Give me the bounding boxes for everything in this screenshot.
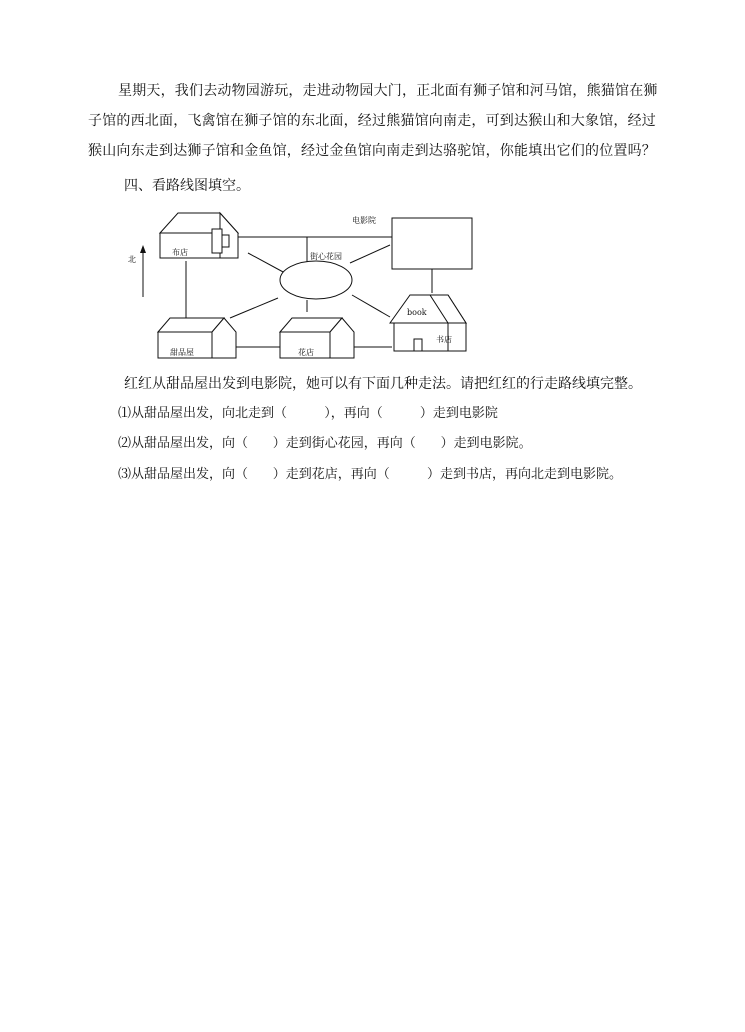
question-3: ⑶从甜品屋出发，向（ ）走到花店，再向（ ）走到书店，再向北走到电影院。	[118, 467, 622, 482]
cinema-label: 电影院	[352, 216, 376, 225]
sweet-shop-label: 甜品屋	[170, 348, 194, 357]
cinema-box	[392, 218, 472, 269]
north-label: 北	[128, 255, 136, 264]
route-intro: 红红从甜品屋出发到电影院，她可以有下面几种走法。请把红红的行走路线填完整。	[124, 376, 642, 392]
question-1: ⑴从甜品屋出发，向北走到（ ），再向（ ）走到电影院	[118, 406, 498, 421]
question-2: ⑵从甜品屋出发，向（ ）走到街心花园，再向（ ）走到电影院。	[118, 436, 532, 451]
bookstore-house-icon	[390, 295, 466, 351]
north-arrow-icon	[140, 245, 146, 297]
bookstore-label: 书店	[436, 335, 452, 344]
road-garden-cinema	[350, 245, 390, 263]
flower-shop-house-icon	[280, 318, 354, 358]
zoo-paragraph: 星期天，我们去动物园游玩，走进动物园大门，正北面有狮子馆和河马馆，熊猫馆在狮子馆的西北面，飞禽馆在狮子馆的东北面，经过熊猫馆向南走，可到达猴山和大象馆，经过猴山向东走到达狮子馆和金鱼馆，经过金鱼馆向南走到达骆驼馆，你能填出它们的位置吗？	[88, 83, 658, 159]
flower-shop-label: 花店	[298, 348, 314, 357]
road-garden-sweet	[230, 298, 278, 318]
cloth-shop-label: 布店	[172, 248, 188, 257]
bookstore-sign: book	[407, 308, 427, 317]
section-heading: 四、看路线图填空。	[124, 178, 250, 194]
road-garden-book	[352, 295, 390, 317]
garden-label: 街心花园	[310, 252, 342, 261]
road-cloth-garden	[248, 253, 285, 273]
garden-ellipse	[280, 261, 352, 299]
route-map	[120, 205, 480, 365]
